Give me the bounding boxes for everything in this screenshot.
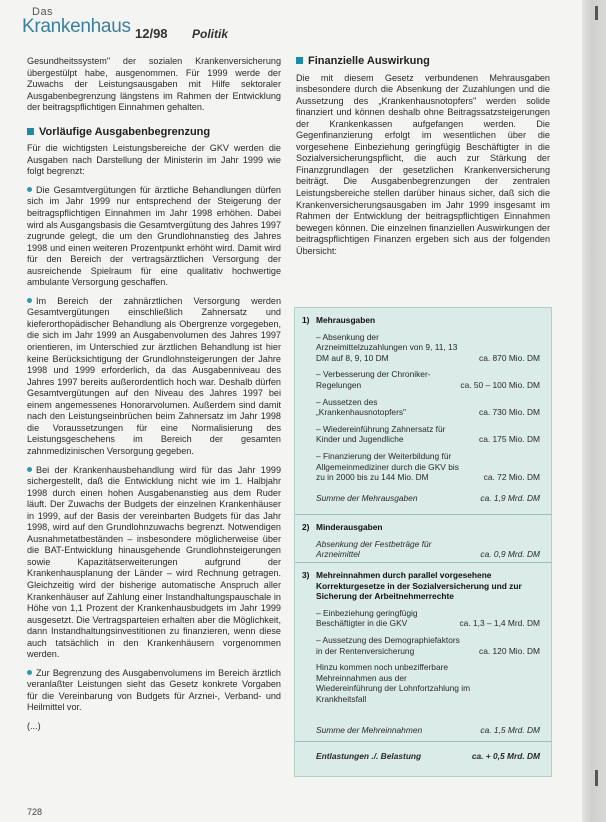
page-number: 728 (27, 807, 43, 817)
bullet-icon (27, 467, 32, 472)
bullet-paragraph: Die Gesamtvergütungen für ärztliche Behandlungen dürfen sich im Jahr 1999 nur entsprechend der Steigerung der beitragspflichtigen Einnahmen im Jahr 1998 erhöhen. Dabei wird als Ausgangsbasis die Gesamtvergütung des Jahres 1997 zugrunde gelegt, die um den Grundlohnanstieg des Jahres 1998 und einen weiteren Prozentpunkt erhöht wird. Damit wird für den Bereich der vertragsärztlichen Versorgung der ausreichende Spielraum für eine qualitativ hochwertige ambulante Versorgung geschaffen. (27, 184, 281, 288)
box-item-amount: ca. 1,3 – 1,4 Mrd. DM (459, 618, 540, 629)
box-total (295, 751, 551, 768)
box-sum-row: Summe der Mehreinnahmen ca. 1,5 Mrd. DM (316, 724, 540, 735)
box-item-amount: ca. 72 Mio. DM (483, 472, 540, 483)
square-bullet-icon (27, 128, 34, 135)
right-column (296, 56, 550, 257)
box-section-title: 2) Minderausgaben (302, 522, 383, 532)
section-heading: Finanzielle Auswirkung (296, 56, 550, 68)
box-note: Hinzu kommen noch unbezifferbare Mehreinnahmen aus der Wiedereinführung der Lohnfortzahlung im Krankheitsfall (316, 662, 471, 704)
box-item: Absenkung der Festbeträge für Arzneimittel ca. 0,9 Mrd. DM (316, 538, 540, 560)
edge-mark (595, 770, 598, 786)
box-item: – Aussetzen des „Krankenhausnotopfers" ca. 730 Mio. DM (316, 396, 540, 418)
box-item-amount: ca. 1,5 Mrd. DM (480, 724, 540, 735)
box-item-amount: ca. 1,9 Mrd. DM (480, 492, 540, 503)
left-column (27, 56, 281, 733)
box-item: – Absenkung der Arzneimittelzuzahlungen von 9, 11, 13 DM auf 8, 9, 10 DM ca. 870 Mio. DM (316, 331, 540, 363)
ellipsis: (...) (27, 720, 41, 731)
bullet-paragraph: Im Bereich der zahnärztlichen Versorgung werden Gesamtvergütungen einschließlich Zahnersatz und kieferorthopädischer Behandlung als Obergrenze vorgegeben, die sich im Jahr 1999 an Ausgabenvolumen des Jahres 1997 orientieren, im Unterschied zur ärztlichen Behandlung ist hier keine Berücksichtigung der Grundlohnsteigerungen der Jahre 1998 und 1999 erforderlich, da das Ausgabenniveau des Jahres 1997 bereits außerordentlich hoch war. Deshalb dürfen Gesamtvergütungen auf den Niveau des Jahres 1997 bei einem angemessenes Honorarvolumen. Außerdem sind damit nach den Leistungseinbrüchen beim Zahnersatz im Jahr 1998 die Voraussetzungen für eine Normalisierung des Leistungsgeschehens im Bereich der gesamten zahnmedizinischen Versorgung gegeben. (27, 295, 281, 456)
logo-prefix: Das (32, 6, 54, 18)
bullet-icon (27, 670, 32, 675)
bullet-icon (27, 298, 32, 303)
square-bullet-icon (296, 57, 303, 64)
box-divider (295, 514, 551, 515)
box-item: – Einbeziehung geringfügig Beschäftigter in die GKV ca. 1,3 – 1,4 Mrd. DM (316, 607, 540, 629)
paragraph: Die mit diesem Gesetz verbundenen Mehrausgaben insbesondere durch die Absenkung der Zuzahlungen und die Aussetzung des „Krankenhausnotopfers" werden solide finanziert und können deshalb ohne Beitragssatzsteigerungen der Krankenkassen aufgefangen werden. Die Gegenfinanzierung erfolgt im wesentlichen über die vorgesehene Einbeziehung geringfügig Beschäftigter in die Sozialversicherungspflicht, die auch zur Stärkung der Finanzgrundlagen der gesetzlichen Krankenversicherung beiträgt. Die Ausgabenbegrenzungen der zentralen Leistungsbereiche stellen darüber hinaus sicher, daß sich die Krankenversicherungsausgaben im Jahr 1999 insgesamt im Rahmen der Entwicklung der beitragspflichtigen Einnahmen bewegen können. Die einzelnen finanziellen Auswirkungen der beitragspflichtigen Finanzen ergeben sich aus der folgenden Übersicht: (296, 72, 550, 256)
box-section-title: 3) Mehreinnahmen durch parallel vorgesehene Korrekturgesetze in der Sozialversicherung und zur Sicherung der Arbeitnehmerrechte (302, 570, 522, 602)
box-item-amount: ca. + 0,5 Mrd. DM (471, 751, 540, 761)
box-item-amount: ca. 0,9 Mrd. DM (480, 549, 540, 560)
box-item: – Wiedereinführung Zahnersatz für Kinder und Jugendliche ca. 175 Mio. DM (316, 423, 540, 445)
box-section-mehrausgaben (295, 315, 551, 509)
bullet-paragraph: Bei der Krankenhausbehandlung wird für das Jahr 1999 sichergestellt, daß die Entwicklung nicht wie im 1. Halbjahr 1998 durch einen hohen Ausgabenanstieg aus dem Ruder läuft. Der Zuwachs der Budgets der einzelnen Krankenhäuser in 1999, auf der Basis der vereinbarten Budgets für das Jahr 1998, wird auf den Grundlohnzuwachs begrenzt. Notwendigen Ausnahmetatbeständen – insbesondere möglicherweise über die BAT-Entwicklung hinausgehende Grundlohnsteigerungen sowie Kapazitätserweiterungen aufgrund der Krankenhausplanung der Länder – wird Rechnung getragen. Gleichzeitig wird der bisherige automatische Anspruch aller Krankenhäuser auf Zahlung einer Instandhaltungspauschale in Höhe von 1,1 Prozent der Krankenhausbudgets im Jahr 1999 ausgesetzt. Die Vertragsparteien erhalten aber die Möglichkeit, dann Instandhaltungsinvestitionen zu finanzieren, wenn diese auch tatsächlich in den Krankenhäusern vorgenommen werden. (27, 464, 281, 660)
page-header (20, 6, 580, 46)
box-item-amount: ca. 175 Mio. DM (479, 434, 540, 445)
box-divider (295, 562, 551, 563)
bullet-paragraph: Zur Begrenzung des Ausgabenvolumens im Bereich ärztlich veranlaßter Leistungen sieht das Gesetz konkrete Vorgaben für die Vereinbarung von Budgets für Arznei-, Verband- und Heilmittel vor. (27, 667, 281, 713)
paragraph: Für die wichtigsten Leistungsbereiche der GKV werden die Ausgaben nach Darstellung der Ministerin im Jahr 1999 wie folgt begrenzt: (27, 143, 281, 177)
box-item-amount: ca. 50 – 100 Mio. DM (460, 379, 540, 390)
box-divider (295, 741, 551, 742)
box-item: – Verbesserung der Chroniker-Regelungen ca. 50 – 100 Mio. DM (316, 369, 540, 390)
box-item: – Aussetzung des Demographiefaktors in der Rentenversicherung ca. 120 Mio. DM (316, 634, 540, 656)
box-section-title: 1) Mehrausgaben (302, 315, 376, 325)
edge-mark (595, 6, 598, 20)
box-section-minderausgaben (295, 522, 551, 566)
box-item-amount: ca. 120 Mio. DM (479, 645, 540, 656)
magazine-logo: Krankenhaus (22, 16, 131, 37)
box-item: – Finanzierung der Weiterbildung für Allgemeinmediziner durch die GKV bis zu in 2000 bis zu 144 Mio. DM ca. 72 Mio. DM (316, 450, 540, 483)
box-section-mehreinnahmen (295, 570, 551, 741)
section-heading: Vorläufige Ausgabenbegrenzung (27, 127, 281, 139)
issue-number: 12/98 (135, 26, 168, 41)
financial-overview-box (294, 307, 552, 777)
box-sum-row: Summe der Mehrausgaben ca. 1,9 Mrd. DM (316, 492, 540, 503)
box-item-amount: ca. 870 Mio. DM (479, 352, 540, 363)
box-item-amount: ca. 730 Mio. DM (479, 407, 540, 418)
page-edge (582, 0, 606, 822)
section-title: Politik (192, 27, 229, 41)
bullet-icon (27, 187, 32, 192)
intro-paragraph: Gesundheitssystem" der sozialen Krankenversicherung übergestülpt habe, ausgenommen. Für 1999 werde der Zuwachs der Leistungsausgaben mit Hilfe sektoraler Ausgabenbegrenzung längstens im Rahmen der Entwicklung der beitragspflichtigen Einnahmen gehalten. (27, 56, 281, 113)
box-total-row: Entlastungen ./. Belastung ca. + 0,5 Mrd. DM (316, 751, 540, 761)
